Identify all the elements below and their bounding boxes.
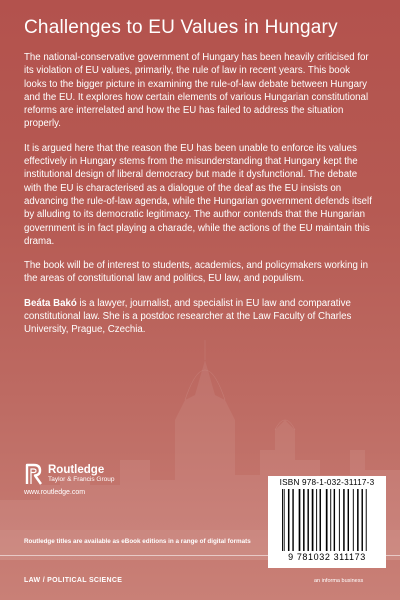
barcode-bar <box>312 489 314 551</box>
publisher-block <box>24 462 224 496</box>
barcode-digits: 9 781032 311173 <box>288 552 366 562</box>
barcode-bar <box>316 489 317 551</box>
barcode-bar <box>299 489 301 551</box>
book-title: Challenges to EU Values in Hungary <box>24 17 338 38</box>
barcode-bar <box>357 489 359 551</box>
barcode-bar <box>348 489 349 551</box>
barcode-bar <box>343 489 345 551</box>
barcode-bar <box>330 489 331 551</box>
subject-category: LAW / POLITICAL SCIENCE <box>24 577 123 584</box>
barcode-panel <box>268 476 386 568</box>
barcode-bar <box>288 489 290 551</box>
main-text <box>24 16 374 348</box>
isbn-label: ISBN 978-1-032-31117-3 <box>279 478 375 487</box>
barcode-bar <box>292 489 293 551</box>
author-name: Beáta Bakó <box>24 297 77 309</box>
informa-tagline: an informa business <box>314 578 364 584</box>
barcode-bar <box>326 489 328 551</box>
barcode <box>282 489 372 551</box>
barcode-bar <box>303 489 305 551</box>
barcode-bar <box>334 489 335 551</box>
publisher-group: Taylor & Francis Group <box>48 476 115 483</box>
description-paragraph-1: The national-conservative government of Hungary has been heavily criticised for its violation of EU values, primarily, the rule of law in recent years. This book looks to the bigger picture in examining the rule-of-law debate between Hungary and the EU. It explores how certain elements of various Hungarian constitutional reforms are interrelated and how the EU has failed to address the situation properly. <box>24 52 369 130</box>
author-bio <box>24 297 374 337</box>
publisher-name: Routledge <box>48 464 105 476</box>
description-paragraph-2: It is argued here that the reason the EU has been unable to enforce its values effectively in Hungary stems from the misunderstanding that Hungary kept the institutional design of liberal democracy but made it dysfunctional. The debate with the EU is characterised as a dialogue of the deaf as the EU insists on advancing the rule-of-law agenda, while the Hungarian government defends itself by alluding to its democratic legitimacy. The author contends that the Hungarian government is in fact playing a charade, while the actions of the EU maintain this drama. <box>24 142 372 247</box>
barcode-bar <box>284 489 285 551</box>
description-paragraph-3: The book will be of interest to students, academics, and policymakers working in the areas of constitutional law and politics, EU law, and populism. <box>24 260 369 285</box>
barcode-bar <box>282 489 283 551</box>
routledge-logo-icon <box>24 462 44 486</box>
barcode-bar <box>339 489 340 551</box>
author-bio-text: is a lawyer, journalist, and specialist in EU law and comparative constitutional law. She is a postdoc researcher at the Law Faculty of Charles University, Prague, Czechia. <box>24 297 352 336</box>
barcode-bar <box>307 489 308 551</box>
barcode-bar <box>362 489 363 551</box>
barcode-bar <box>353 489 354 551</box>
publisher-url[interactable]: www.routledge.com <box>24 489 86 496</box>
barcode-bar <box>320 489 321 551</box>
ebook-note: Routledge titles are available as eBook editions in a range of digital formats <box>24 538 251 545</box>
barcode-bar <box>366 489 367 551</box>
